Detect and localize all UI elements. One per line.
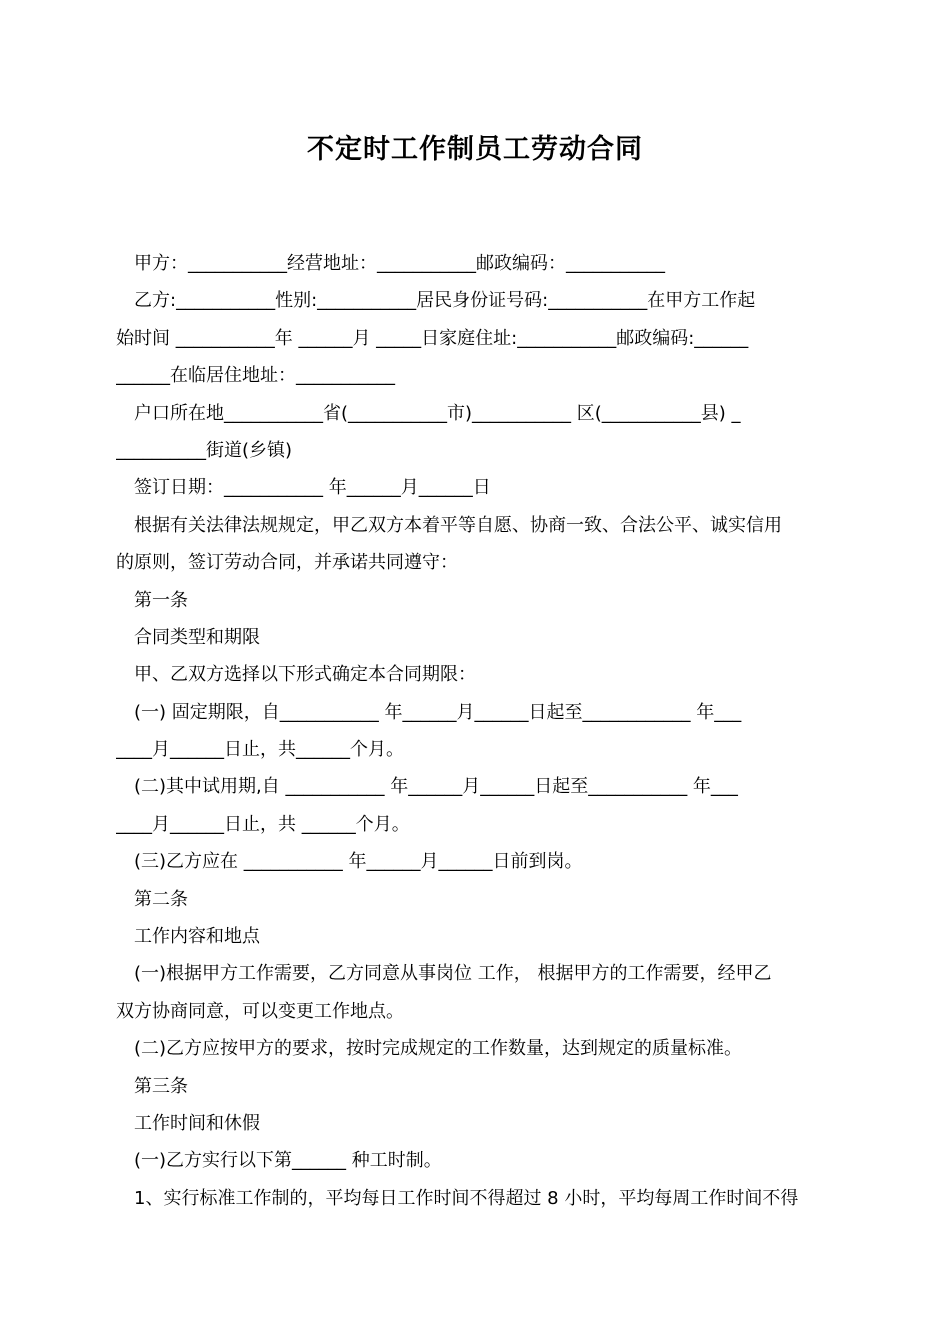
text-line: 的原则，签订劳动合同，并承诺共同遵守：: [116, 552, 458, 574]
document-title: 不定时工作制员工劳动合同: [307, 134, 643, 165]
text-line: ____月______日止，共______个月。: [116, 739, 404, 761]
text-line: 工作时间和休假: [134, 1112, 260, 1134]
text-line: __________街道(乡镇): [116, 439, 293, 461]
text-line: 甲方：___________经营地址：___________邮政编码：___________: [134, 253, 665, 274]
document-body: [116, 245, 836, 1217]
text-line: 双方协商同意，可以变更工作地点。: [116, 1000, 404, 1022]
text-line: 甲、乙双方选择以下形式确定本合同期限：: [134, 664, 476, 686]
text-line: 始时间 ___________年 ______月 _____日家庭住址:___________邮政编码:______: [116, 327, 749, 349]
text-line: ____月______日止，共 ______个月。: [116, 813, 410, 835]
text-line: 工作内容和地点: [134, 926, 260, 948]
text-line: 户口所在地___________省(___________市)___________ 区(___________县) _: [134, 402, 741, 424]
text-line: 乙方:___________性别:___________居民身份证号码:___________在甲方工作起: [134, 290, 756, 312]
text-line: (一) 固定期限，自___________ 年______月______日起至____________ 年___: [134, 701, 742, 723]
text-line: 1、实行标准工作制的，平均每日工作时间不得超过 8 小时，平均每周工作时间不得: [134, 1187, 799, 1209]
text-line: (三)乙方应在 ___________ 年______月______日前到岗。: [134, 851, 583, 873]
text-line: 第一条: [134, 589, 188, 611]
text-line: (一)根据甲方工作需要，乙方同意从事岗位 工作， 根据甲方的工作需要，经甲乙: [134, 963, 772, 985]
text-line: 签订日期：___________ 年______月______日: [134, 477, 491, 499]
text-line: (一)乙方实行以下第______ 种工时制。: [134, 1150, 442, 1172]
text-line: (二)乙方应按甲方的要求，按时完成规定的工作数量，达到规定的质量标准。: [134, 1038, 743, 1060]
text-line: 第二条: [134, 888, 188, 910]
text-line: 第三条: [134, 1075, 188, 1097]
text-line: ______在临居住地址：___________: [116, 365, 395, 387]
text-line: 根据有关法律法规规定，甲乙双方本着平等自愿、协商一致、合法公平、诚实信用: [134, 514, 782, 536]
text-line: 合同类型和期限: [134, 626, 260, 648]
text-line: (二)其中试用期,自 ___________ 年______月______日起至___________ 年___: [134, 776, 738, 798]
